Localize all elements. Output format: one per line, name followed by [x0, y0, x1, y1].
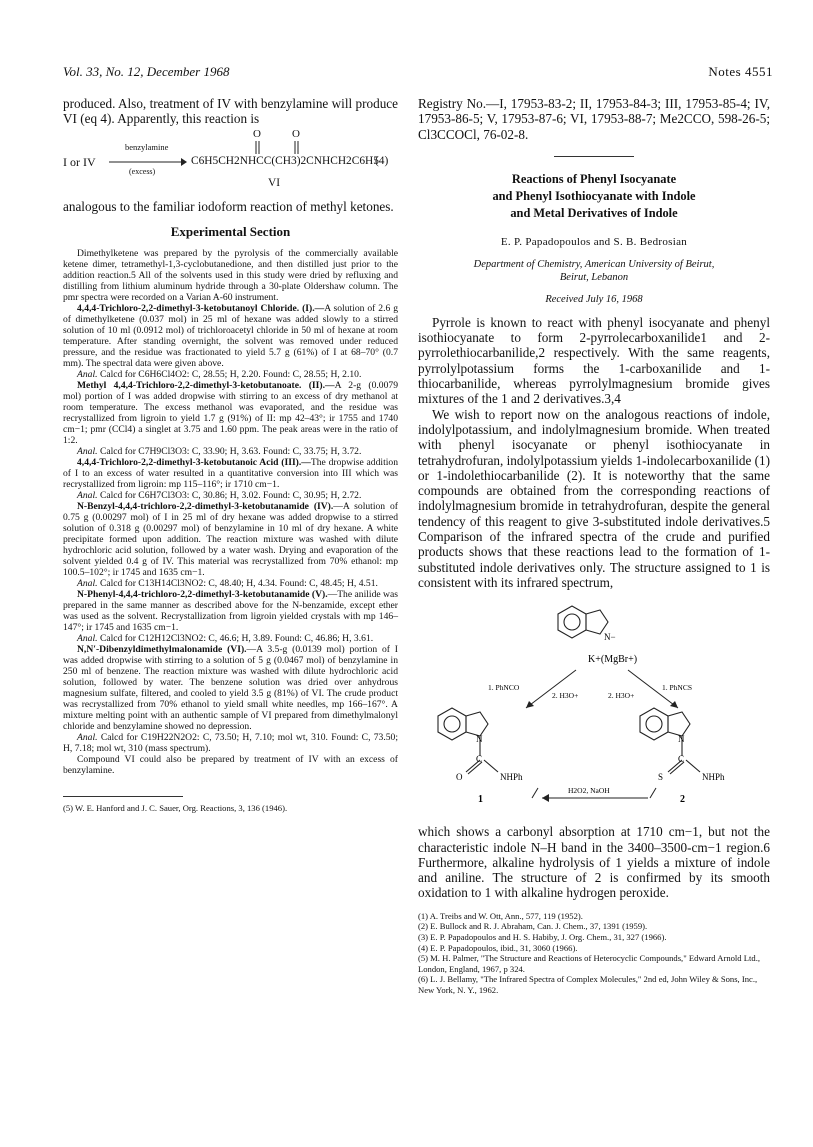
reference-item: (2) E. Bullock and R. J. Abraham, Can. J. Chem., 37, 1391 (1959). [418, 921, 648, 932]
analysis-paragraph: Anal. Calcd for C12H12Cl3NO2: C, 46.6; H, 3.89. Found: C, 46.86; H, 3.61. [77, 632, 374, 644]
experimental-body [63, 248, 398, 776]
eq-reactant: I or IV [63, 154, 96, 169]
eq-oxygen-2: O [292, 127, 300, 140]
compound-2-c: C [678, 754, 685, 765]
article-divider [554, 156, 634, 157]
compound-1-c: C [476, 754, 483, 765]
left-reagent-1: 1. PhNCO [488, 683, 520, 693]
right-column [418, 96, 770, 995]
exp-paragraph: Methyl 4,4,4-Trichloro-2,2-dimethyl-3-ketobutanoate. (II).—A 2-g (0.0079 mol) portion of I was added dropwise with stirring to an excess of dry methanol at room temperature. The excess methanol was evaporated, and the residue was recrystallized from ligroin to yield 1.7 g (91%) of II: mp 42–43°; ir 1755 and 1740 cm−1; pmr (CCl4) a singlet at 3.75 and 1.60 ppm. The peak areas were in the ratio of 1:2. [63, 379, 398, 446]
right-reagent-2: 2. H3O+ [608, 691, 635, 701]
eq-oxygen-1: O [253, 127, 261, 140]
reference-list [418, 911, 770, 996]
eq-condition: (excess) [129, 166, 156, 176]
exp-paragraph: N-Phenyl-4,4,4-trichloro-2,2-dimethyl-3-ketobutanamide (V).—The anilide was prepared in the same manner as described above for the N-benzamide, except ether was used as the solvent. Recrystallization from ligroin yielded crystals with mp 146–147°; ir 1745 and 1635 cm−1. [63, 588, 398, 633]
compound-1-structure [438, 708, 498, 774]
left-column [63, 96, 398, 813]
compound-2-s: S [658, 772, 664, 783]
reaction-scheme [418, 604, 770, 814]
reference-item: (5) M. H. Palmer, "The Structure and Reactions of Heterocyclic Compounds," Edward Arnold Ltd., London, England, 1967, p 324. [418, 953, 760, 974]
section-page-number: Notes 4551 [708, 64, 773, 79]
equation-4 [63, 127, 398, 199]
compound-heading: N-Benzyl-4,4,4-trichloro-2,2-dimethyl-3-ketobutanamide (IV). [77, 500, 334, 512]
compound-heading: N,N′-Dibenzyldimethylmalonamide (VI). [77, 643, 247, 655]
body-paragraph-2: We wish to report now on the analogous reactions of indole, indolylpotassium, and indolylmagnesium bromide. When treated with phenyl isocyanate or phenyl isothiocyanate in tetrahydrofuran, indolylpotassium yields 1-indolecarboxanilide (1) or 1-indolethiocarbanilide (2). It is noteworthy that the same compounds are obtained from the corresponding reactions of indolylmagnesium bromide in tetrahydrofuran, despite the general tendency of this reagent to give 3-substituted indole derivatives.5 Comparison of the infrared spectra of the crude and purified products shows that these reactions lead to the formation of 1-substituted indole derivatives only. The structure assigned to 1 is consistent with its infrared spectrum, [418, 406, 770, 590]
footnote-5: (5) W. E. Hanford and J. C. Sauer, Org. Reactions, 3, 136 (1946). [63, 802, 288, 813]
reference-item: (3) E. P. Papadopoulos and H. S. Habiby, J. Org. Chem., 31, 327 (1966). [418, 931, 667, 942]
exp-paragraph: N,N′-Dibenzyldimethylmalonamide (VI).—A 3.5-g (0.0139 mol) portion of I was added dropwise with stirring to a solution of 5 g (0.0467 mol) of benzylamine in 250 ml of benzene. The reaction mixture was washed with dilute hydrochloric acid solution, followed by water. The benzene solution was dried over anhydrous magnesium sulfate, filtered, and cooled to yield 3.5 g (81%) of VI. The crude product was recrystallized from 70% ethanol to yield small white needles, mp 166–167°. A mixture melting point with an authentic sample of VI prepared from dimethylmalonyl chloride and benzylamine showed no depression. [63, 643, 399, 732]
registry-numbers: Registry No.—I, 17953-83-2; II, 17953-84-3; III, 17953-85-4; IV, 17953-86-5; V, 17953-87-6; VI, 17953-88-7; Me2CCO, 598-26-5; Cl3CCOCl, 76-02-8. [418, 96, 770, 142]
compound-heading: Methyl 4,4,4-Trichloro-2,2-dimethyl-3-ketobutanoate. (II).— [77, 379, 335, 391]
indole-anion-structure [558, 606, 608, 638]
reference-item: (1) A. Treibs and W. Ott, Ann., 577, 119 (1952). [418, 910, 583, 921]
compound-heading: N-Phenyl-4,4,4-trichloro-2,2-dimethyl-3-ketobutanamide (V). [77, 588, 328, 600]
eq-reagent: benzylamine [125, 141, 169, 152]
analysis-paragraph: Anal. Calcd for C7H9Cl3O3: C, 33.90; H, 3.63. Found: C, 33.75; H, 3.72. [77, 445, 362, 457]
exp-paragraph: 4,4,4-Trichloro-2,2-dimethyl-3-ketobutanoic Acid (III).—The dropwise addition of I to an excess of water resulted in a quantitative conversion into III which was recrystallized from ligroin: mp 115–116°; ir 1710 cm−1. [63, 456, 398, 490]
right-reagent-1: 1. PhNCS [662, 683, 693, 693]
compound-1-nhph: NHPh [500, 772, 523, 783]
affiliation: Department of Chemistry, American University of Beirut, Beirut, Lebanon [473, 258, 715, 283]
analysis-paragraph: Anal. Calcd for C13H14Cl3NO2: C, 48.40; H, 4.34. Found: C, 48.45; H, 4.51. [77, 577, 378, 589]
anion-label: N− [604, 632, 616, 643]
compound-heading: 4,4,4-Trichloro-2,2-dimethyl-3-ketobutanoyl Chloride. (I).— [77, 302, 325, 314]
analysis-paragraph: Anal. Calcd for C6H7Cl3O3: C, 30.86; H, 3.02. Found: C, 30.95; H, 2.72. [77, 489, 362, 501]
eq-product: C6H5CH2NHCC(CH3)2CNHCH2C6H5 [191, 154, 379, 167]
body-paragraph-1: Pyrrole is known to react with phenyl isocyanate and phenyl isothiocyanate to form 2-pyrrolecarboxanilide1 and 2-pyrrolethiocarbanilide,2 respectively. With the same reagents, pyrrolylpotassium forms the 1-carboxanilide and 1-thiocarbanilide, whereas pyrrolylmagnesium bromide gives mixtures of the 1 and 2 derivatives.3,4 [418, 314, 770, 407]
received-date: Received July 16, 1968 [545, 293, 643, 305]
footnote-rule [63, 796, 183, 797]
eq-arrow [109, 157, 187, 167]
compound-1-label: 1 [478, 794, 483, 806]
left-reagent-2: 2. H3O+ [552, 691, 579, 701]
article-title: Reactions of Phenyl Isocyanate and Phenyl Isothiocyanate with Indole and Metal Derivatives of Indole [492, 171, 696, 220]
analysis-paragraph: Anal. Calcd for C19H22N2O2: C, 73.50; H, 7.10; mol wt, 310. Found: C, 73.50; H, 7.18; mol wt, 310 (mass spectrum). [63, 731, 399, 754]
analogy-text: analogous to the familiar iodoform reaction of methyl ketones. [63, 198, 394, 214]
arrow-to-compound-1 [526, 670, 579, 708]
reference-item: (4) E. P. Papadopoulos, ibid., 31, 3060 (1966). [418, 942, 578, 953]
journal-volume: Vol. 33, No. 12, December 1968 [63, 64, 230, 79]
reference-item: (6) L. J. Bellamy, "The Infrared Spectra of Complex Molecules," 2nd ed, John Wiley & Sons, Inc., New York, N. Y., 1962. [418, 974, 758, 995]
eq-number: (4) [375, 154, 389, 167]
exp-paragraph: Dimethylketene was prepared by the pyrolysis of the commercially available ketene dimer, tetramethyl-1,3-cyclobutanedione, and then distilled just prior to the addition reaction.5 All of the solvents used in this study were dried by refluxing and distilling from lithium aluminum hydride through a 30-plate Oldershaw column. The pmr spectra were recorded on a Varian A-60 instrument. [63, 247, 398, 303]
compound-2-n: N [678, 734, 685, 745]
oxidation-reagent: H2O2, NaOH [568, 786, 610, 796]
compound-2-label: 2 [680, 794, 685, 806]
compound-1-n: N [476, 734, 483, 745]
eq-double-bonds [253, 141, 303, 155]
body-paragraph-3: which shows a carbonyl absorption at 1710 cm−1, but not the characteristic indole N–H band in the 3400–3500-cm−1 region.6 Furthermore, alkaline hydrolysis of 1 yields a mixture of indole and aniline. The structure of 2 is confirmed by its smooth oxidation to 1 with alkaline hydrogen peroxide. [418, 824, 770, 901]
compound-1-o: O [456, 772, 463, 783]
exp-paragraph: Compound VI could also be prepared by treatment of IV with an excess of benzylamine. [63, 753, 398, 776]
section-title: Experimental Section [170, 223, 291, 239]
exp-paragraph: 4,4,4-Trichloro-2,2-dimethyl-3-ketobutanoyl Chloride. (I).—A solution of 2.6 g of dimethylketene (0.037 mol) in 25 ml of hexane was added slowly to a stirred solution of 10 ml (0.0912 mol) of trichloroacetyl chloride in 50 ml of hexane at room temperature. After standing overnight, the solvent was removed under reduced pressure, and the residue was fractionated to yield 5.7 g (61%) of I at 68–70° (0.7 mm). The spectral data were given above. [63, 302, 398, 369]
reaction-scheme-drawing [418, 604, 770, 814]
eq-label-vi: VI [268, 176, 281, 189]
article-authors: E. P. Papadopoulos and S. B. Bedrosian [500, 235, 688, 248]
compound-2-structure [640, 708, 700, 774]
compound-2-nhph: NHPh [702, 772, 725, 783]
analysis-paragraph: Anal. Calcd for C6H6Cl4O2: C, 28.55; H, 2.20. Found: C, 28.55; H, 2.10. [77, 368, 362, 380]
counterion-label: K+(MgBr+) [588, 654, 638, 666]
compound-heading: 4,4,4-Trichloro-2,2-dimethyl-3-ketobutanoic Acid (III).— [77, 456, 311, 468]
exp-paragraph: N-Benzyl-4,4,4-trichloro-2,2-dimethyl-3-ketobutanamide (IV).—A solution of 0.75 g (0.00297 mol) of I in 25 ml of dry hexane was added dropwise to a stirred solution of 0.318 g (0.00297 mol) of benzylamine in 10 ml of dry hexane. A white precipitate formed upon addition. The reaction mixture was washed with dilute hydrochloric acid solution, followed by a water wash. Drying and evaporation of the solvent yielded 0.4 g of IV. This material was recrystallized from 70% ethanol: mp 100.5–102°; ir 1745 and 1635 cm−1. [63, 500, 399, 578]
intro-text: produced. Also, treatment of IV with benzylamine will produce VI (eq 4). Apparently, this reaction is [63, 96, 398, 127]
